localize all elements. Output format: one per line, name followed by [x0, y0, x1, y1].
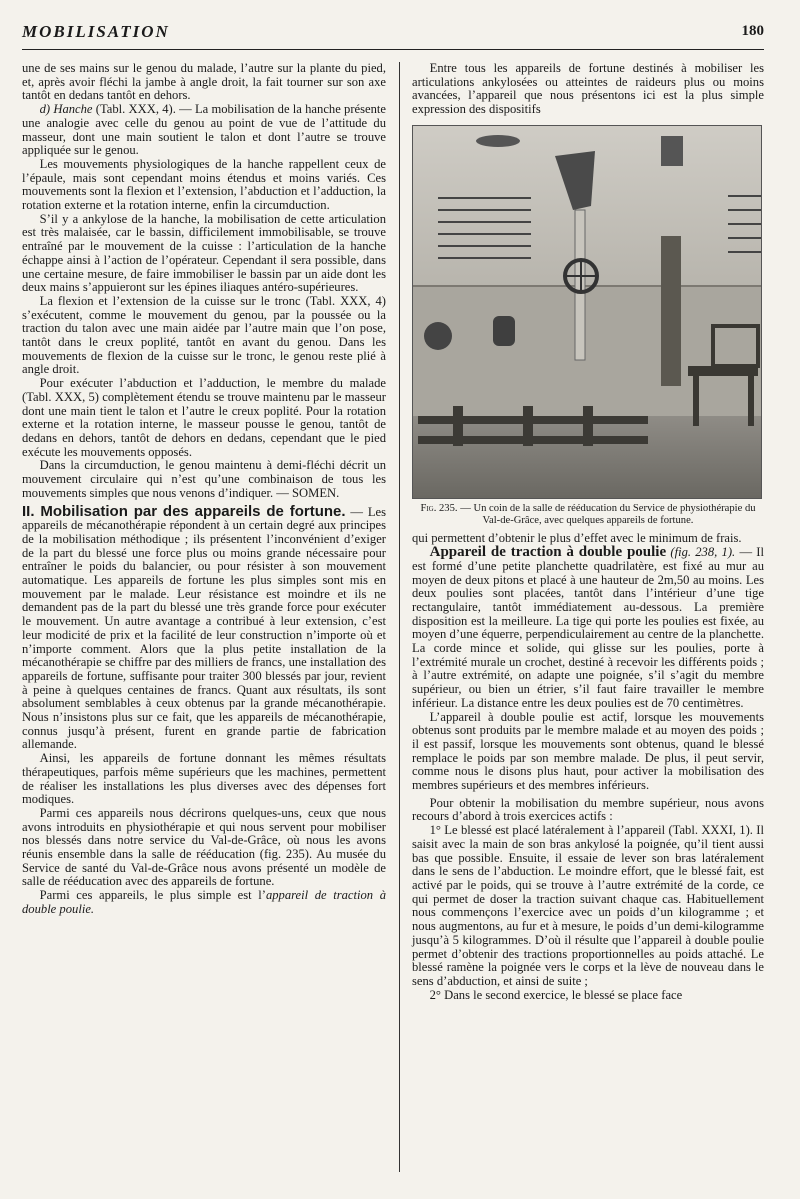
right-column [412, 62, 764, 1002]
left-column [22, 62, 386, 917]
paragraph: Pour obtenir la mobilisation du membre supérieur, nous avons recours d’abord à trois exercices actifs : [412, 795, 764, 824]
paragraph: une de ses mains sur le genou du malade, l’autre sur la plante du pied, et, après avoir fléchi la jambe à angle droit, la fait tourner sur son axe tantôt en dedans tantôt en dehors. [22, 61, 386, 103]
figure-label: Fig. 235. [420, 502, 458, 514]
paragraph-final [22, 889, 386, 916]
figure-caption-text: — Un coin de la salle de rééducation du Service de physiothérapie du Val-de-Grâce, avec quelques appareils de fortune. [457, 502, 756, 526]
wall-plank [661, 236, 681, 386]
final-emphasis: appareil de traction à double poulie. [22, 888, 387, 916]
paragraph: qui permettent d’obtenir le plus d’effet avec le minimum de frais. [412, 531, 742, 546]
paragraph: 2° Dans le second exercice, le blessé se place face [429, 987, 683, 1002]
wall-handle [493, 316, 515, 346]
subsection-paragraph [412, 546, 764, 710]
paragraph: Les mouvements physiologiques de la hanche rappellent ceux de l’épaule, mais sont cependant moins étendus et moins variés. Ces mouvements sont la flexion et l’extension, l’abduction et l’adduction, la rotation externe et la rotation interne, enfin la circumduction. [22, 156, 386, 213]
section-text: — Les appareils de mécanothérapie répondent à un certain degré aux principes de la mobilisation méthodique ; ils présentent l’inconvénient d’exiger de la part du blessé une force plus ou moins grande nécessaire pour entraîner le poids du balancier, ou pour résister à son mouvement automatique. Les appareils de fortune les plus simples sont mis en mouvement par le malade. Leur résistance est moindre et ils ne demandent pas de la part du blessé une très grande force pour exécuter le mouvement. Un autre avantage a contribué à leur extension, c’est leur modicité de prix et la facilité de leur construction n’importe où et n’importe comment. Alors que la plus petite installation de la mécanothérapie se chiffre par des milliers de francs, une installation des appareils de fortune, suffisante pour traiter 300 blessés par jour, revient à peine à quelques centaines de francs. Quant aux résultats, ils sont absolument semblables à ceux obtenus par la grande mécanothérapie. Nous n’insistons plus sur ce fait, que les appareils de mécanothérapie, connus jusqu’à présent, furent en grande partie de fabrication allemande. [22, 504, 387, 752]
page-number: 180 [741, 23, 764, 39]
paragraph: La flexion et l’extension de la cuisse sur le tronc (Tabl. XXX, 4) s’exécutent, comme le mouvement du genou, par la poussée ou la traction du talon avec une main aidée par l’autre main que l’on pose, tantôt dans le creux poplité, tantôt en avant du genou. Dans les mouvements de flexion de la cuisse sur le tronc, le genou reste plié à angle droit. [22, 293, 386, 377]
figure-photo [412, 125, 762, 499]
paragraph: S’il y a ankylose de la hanche, la mobilisation de cette articulation est très malaisée, car le bassin, difficilement immobilisable, se trouve entraîné par le mouvement de la cuisse : l’articulation de la hanche échappe ainsi à l’action de l’opérateur. Cependant il sera possible, dans une certaine mesure, de faire immobiliser le bassin par un aide dont les deux mains s’appuieront sur les épines iliaques antéro-supérieures. [22, 211, 386, 295]
section-heading: II. Mobilisation par des appareils de fortune. [22, 502, 346, 520]
paragraph: Dans la circumduction, le genou maintenu à demi-fléchi décrit un mouvement circulaire qui n’est qu’une combinaison de tous les mouvements simples que nous venons d’indiquer. — SOMEN. [22, 458, 386, 500]
figure-caption [418, 503, 758, 527]
sub-heading-ref: (fig. 238, 1). [666, 545, 736, 560]
final-text: Parmi ces appareils, le plus simple est l’ [39, 888, 266, 903]
wall-wheel [424, 322, 452, 350]
paragraph: Pour exécuter l’abduction et l’adduction, le membre du malade (Tabl. XXX, 5) complètement étendu se trouve maintenu par le masseur dont une main tient le talon et l’autre le creux poplité. Pour la rotation externe et la rotation interne, le masseur pousse le genou, tantôt de dedans en dehors, tantôt de dehors en dedans, cependant que le pied exécute les mouvements opposés. [22, 376, 386, 459]
page-header [22, 22, 764, 46]
paragraph: L’appareil à double poulie est actif, lorsque les mouvements obtenus sont produits par le membre malade et au moyen des poids ; il est passif, lorsque les mouvements sont obtenus, quand le blessé remplace le poids par son membre malade. De plus, il peut servir, comme nous le disons plus haut, pour activer la mobilisation des membres supérieurs et des membres inférieurs. [412, 709, 764, 793]
hanche-text: (Tabl. XXX, 4). — La mobilisation de la hanche présente une analogie avec celle du genou au point de vue de l’attitude du masseur, dont une main soutient le talon et dont l’autre se trouve appliquée sur le genou. [22, 102, 386, 158]
section-paragraph [22, 502, 387, 753]
paragraph: Ainsi, les appareils de fortune donnant les mêmes résultats thérapeutiques, parfois même supérieurs que les machines, permettent de réaliser les installations les plus diverses avec des dépenses fort modiques. [22, 751, 386, 807]
subsection-text: — Il est formé d’une petite planchette quadrilatère, est fixé au mur au moyen de deux pitons et placé à une hauteur de 2m,50 au moins. Les deux poulies sont placées, tantôt dans l’intérieur d’une tige rectangulaire, tantôt immédiatement au-dessous. La première disposition est la meilleure. La tige qui porte les poulies est fixée, au moyen d’une équerre, perpendiculairement au centre de la planchette. La corde mince et solide, qui glisse sur les poulies, porte à l’extrémité murale un crochet, destiné à recevoir les différents poids ; à l’autre extrémité, on adapte une poignée, s’il s’agit du membre supérieur, ou bien un étrier, s’il faut faire travailler le membre inférieur. La distance entre les deux poulies est de 70 centimètres. [412, 545, 764, 710]
header-rule [22, 49, 764, 50]
paragraph: Parmi ces appareils nous décrirons quelques-uns, ceux que nous avons introduits en physiothérapie et qui nous servent pour mobiliser nos blessés dans notre service du Val-de-Grâce, où nous les avons réunis ensemble dans la salle de rééducation (fig. 235). Au musée du Service de santé du Val-de-Grâce nous avons présenté un modèle de salle de rééducation avec des appareils de fortune. [22, 805, 386, 889]
wall-bracket [661, 136, 683, 166]
paragraph: Entre tous les appareils de fortune destinés à mobiliser les articulations ankylosées ou atteintes de raideurs plus ou moins avancées, l’appareil que nous présentons ici est la plus simple expression des dispositifs [412, 61, 764, 117]
ceiling-pulley [476, 135, 520, 147]
paragraph-hanche [22, 103, 386, 158]
column-divider [399, 62, 400, 1172]
sub-heading: Appareil de traction à double poulie [429, 544, 667, 561]
hanche-label: d) Hanche [39, 102, 93, 117]
paragraph: 1° Le blessé est placé latéralement à l’appareil (Tabl. XXXI, 1). Il saisit avec la main de son bras ankylosé la poignée, qu’il tient aussi bas que possible. Ensuite, il essaie de lever son bras latéralement dans le sens de l’abduction. Le moindre effort, que le blessé fait, est activé par le poids, qui se trouve à l’autre extrémité de la corde, ce qui permet de doser la traction suivant chaque cas. Habituellement nous commençons l’exercice avec un poids d’un kilogramme ; et nous augmentons, au fur et à mesure, le poids d’un demi-kilogramme jusqu’à 5 kilogrammes. D’où il résulte que l’appareil à double poulie permet d’obtenir des tractions proportionnelles au poids attaché. Le blessé ramène la poignée vers le corps et la lève de nouveau dans le sens d’abduction, et ainsi de suite ; [412, 823, 764, 988]
rehab-room-photo [413, 126, 761, 498]
running-title: MOBILISATION [22, 22, 170, 41]
